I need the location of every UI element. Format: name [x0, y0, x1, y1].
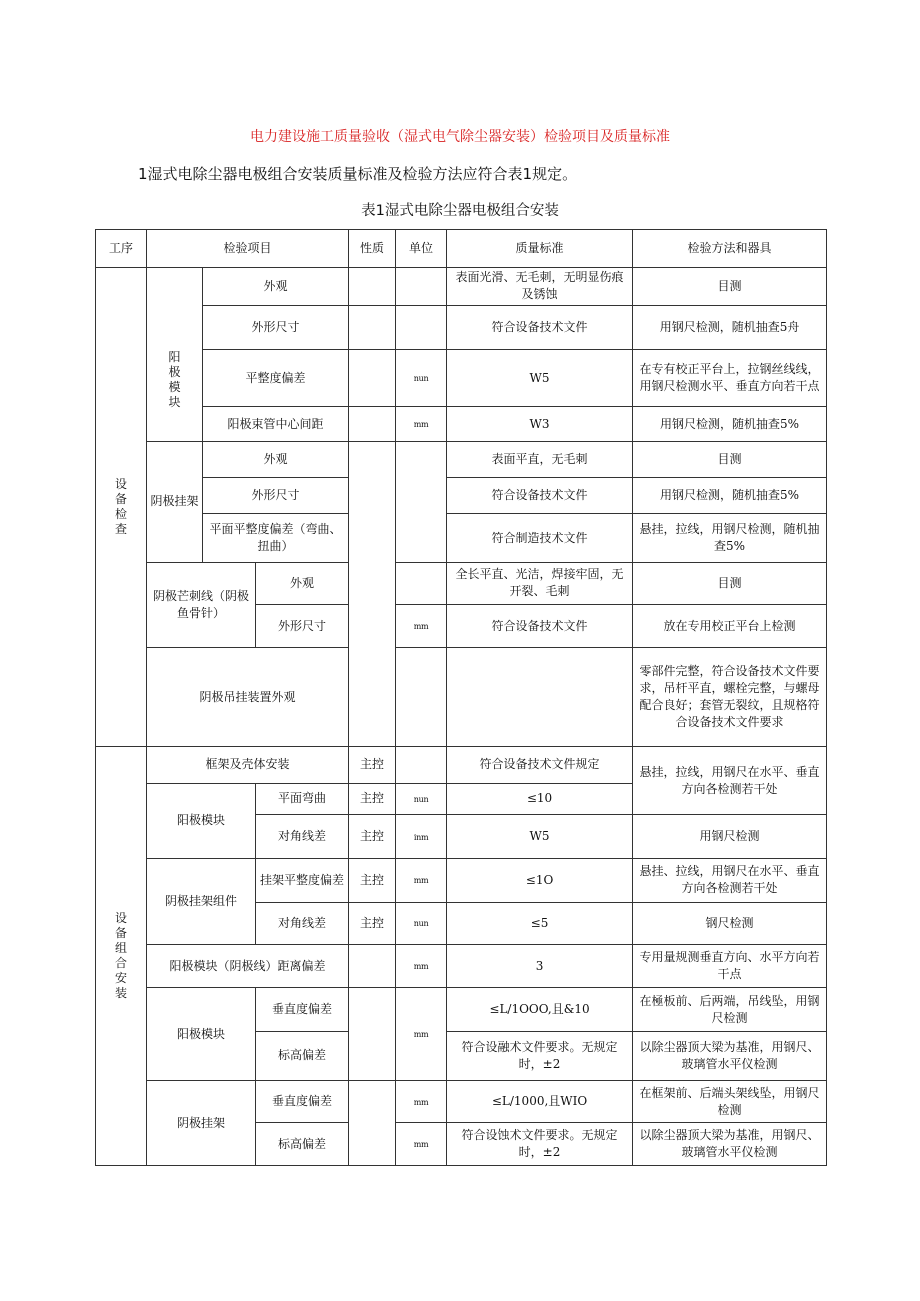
standard-cell: ≤L/1OOO,且&10 [447, 988, 633, 1031]
method-cell: 专用量规测垂直方向、水平方向若干点 [633, 944, 827, 987]
item-cell: 阳极束管中心间距 [203, 407, 349, 441]
method-cell: 以除尘器顶大梁为基准，用钢尺、玻璃管水平仪检测 [633, 1123, 827, 1166]
item-cell: 对角线差 [256, 902, 349, 944]
item-cell: 平面弯曲 [256, 783, 349, 814]
unit-cell: mm [396, 605, 447, 648]
method-cell: 悬挂，拉线，用钢尺在水平、垂直方向各检测若干处 [633, 747, 827, 815]
standard-cell: 3 [447, 944, 633, 987]
document-title: 电力建设施工质量验收（湿式电气除尘器安装）检验项目及质量标准 [250, 129, 670, 145]
method-cell: 放在专用校正平台上检测 [633, 605, 827, 648]
intro-paragraph: 1湿式电除尘器电极组合安装质量标准及检验方法应符合表1规定。 [138, 165, 578, 183]
item-cell: 标高偏差 [256, 1031, 349, 1080]
unit-cell [396, 441, 447, 562]
item-cell: 框架及壳体安装 [147, 747, 349, 783]
item-cell: 对角线差 [256, 814, 349, 858]
unit-cell: nun [396, 350, 447, 407]
unit-cell: mm [396, 859, 447, 902]
standard-cell: W3 [447, 407, 633, 441]
table-row [96, 407, 827, 441]
unit-cell [396, 562, 447, 604]
group-cell-cathode-assembly: 阴极挂架组件 [147, 859, 256, 945]
item-cell: 平面平整度偏差（弯曲、扭曲） [203, 514, 349, 562]
nature-cell [349, 988, 396, 1081]
method-cell: 以除尘器顶大梁为基准，用钢尺、玻璃管水平仪检测 [633, 1031, 827, 1080]
nature-cell: 主控 [349, 783, 396, 814]
item-cell: 挂架平整度偏差 [256, 859, 349, 902]
method-cell: 钢尺检测 [633, 902, 827, 944]
standard-cell: 符合设备技术文件规定 [447, 747, 633, 783]
header-nature: 性质 [349, 230, 396, 268]
method-cell: 用钢尺检测 [633, 814, 827, 858]
standard-cell: 符合设备技术文件 [447, 305, 633, 349]
method-cell: 用钢尺检测，随机抽查5% [633, 478, 827, 514]
item-cell: 外形尺寸 [203, 478, 349, 514]
group-cell-barbed-wire: 阴极芒刺线（阴极鱼骨针） [147, 562, 256, 648]
unit-cell: mm [396, 407, 447, 441]
unit-cell: mm [396, 944, 447, 987]
standard-cell: 零部件完整，符合设备技术文件要求，吊杆平直，螺栓完整，与螺母配合良好；套管无裂纹，且规格符合设备技术文件要求 [633, 648, 827, 747]
standard-cell: 符合设备技术文件 [447, 605, 633, 648]
table-row [96, 562, 827, 604]
nature-cell [349, 268, 396, 305]
item-cell: 标高偏差 [256, 1123, 349, 1166]
item-cell: 外观 [203, 268, 349, 305]
nature-cell: 主控 [349, 902, 396, 944]
table-row [96, 441, 827, 477]
table-row [96, 350, 827, 407]
standard-cell: ≤L/1000,且WIO [447, 1081, 633, 1123]
nature-cell [349, 407, 396, 441]
method-cell: 目测 [633, 562, 827, 604]
nature-cell: 主控 [349, 747, 396, 783]
unit-cell: inm [396, 814, 447, 858]
method-cell: 在专有校正平台上，拉钢丝线线，用钢尺检测水平、垂直方向若干点 [633, 350, 827, 407]
method-cell: 用钢尺检测，随机抽查5舟 [633, 305, 827, 349]
unit-cell: nun [396, 783, 447, 814]
group-cell-cathode-frame: 阴极挂架 [147, 441, 203, 562]
item-cell: 垂直度偏差 [256, 1081, 349, 1123]
unit-cell: nun [396, 902, 447, 944]
method-cell: 目测 [633, 441, 827, 477]
standard-cell: ≤5 [447, 902, 633, 944]
table-row [96, 944, 827, 987]
nature-cell [349, 441, 396, 747]
method-cell: 目测 [633, 268, 827, 305]
table-row [96, 514, 827, 562]
nature-cell [349, 305, 396, 349]
table-row [96, 648, 827, 747]
item-cell: 外观 [256, 562, 349, 604]
nature-cell [349, 944, 396, 987]
group-cell-cathode-frame-2: 阴极挂架 [147, 1081, 256, 1166]
item-cell: 外形尺寸 [256, 605, 349, 648]
standard-cell: ≤10 [447, 783, 633, 814]
standard-cell: 符合制造技术文件 [447, 514, 633, 562]
table-row [96, 268, 827, 305]
inspection-table [95, 229, 827, 1166]
table-row [96, 747, 827, 783]
unit-cell [396, 268, 447, 305]
unit-cell [447, 648, 633, 747]
table-row [96, 988, 827, 1031]
item-cell: 阴极吊挂装置外观 [147, 648, 349, 747]
standard-cell: ≤1O [447, 859, 633, 902]
header-standard: 质量标准 [447, 230, 633, 268]
unit-cell: mm [396, 1081, 447, 1123]
nature-cell [349, 1081, 396, 1166]
item-cell: 外形尺寸 [203, 305, 349, 349]
table-row [96, 305, 827, 349]
standard-cell: W5 [447, 350, 633, 407]
table-row [96, 859, 827, 902]
unit-cell: mm [396, 1123, 447, 1166]
item-cell: 阳极模块（阴极线）距离偏差 [147, 944, 349, 987]
header-unit: 单位 [396, 230, 447, 268]
standard-cell: W5 [447, 814, 633, 858]
method-cell: 在極板前、后两端，吊线坠，用钢尺检测 [633, 988, 827, 1031]
standard-cell: 符合设融术文件要求。无规定时，±2 [447, 1031, 633, 1080]
unit-cell [396, 305, 447, 349]
method-cell: 在框架前、后端头架线坠，用钢尺检测 [633, 1081, 827, 1123]
standard-cell: 表面平直，无毛刺 [447, 441, 633, 477]
standard-cell: 全长平直、光洁，焊接牢固，无开裂、毛刺 [447, 562, 633, 604]
method-cell: 用钢尺检测，随机抽查5% [633, 407, 827, 441]
standard-cell: 符合设蚀术文件要求。无规定时，±2 [447, 1123, 633, 1166]
header-process: 工序 [96, 230, 147, 268]
header-method: 检验方法和器具 [633, 230, 827, 268]
item-cell: 垂直度偏差 [256, 988, 349, 1031]
process-cell-equipment-assembly: 设备组合安装 [96, 747, 147, 1166]
header-item: 检验项目 [147, 230, 349, 268]
unit-cell: mm [396, 988, 447, 1081]
process-cell-equipment-check: 设备检查 [96, 268, 147, 747]
nature-cell [349, 350, 396, 407]
nature-cell: 主控 [349, 814, 396, 858]
table-row [96, 478, 827, 514]
group-cell-anode-module: 阳极模块 [147, 783, 256, 859]
method-cell: 悬挂，拉线，用钢尺检测，随机抽查5% [633, 514, 827, 562]
method-cell: 悬挂、拉线，用钢尺在水平、垂直方向各检测若干处 [633, 859, 827, 902]
unit-cell [396, 747, 447, 783]
nature-cell [396, 648, 447, 747]
group-cell-anode-module-2: 阳极模块 [147, 988, 256, 1081]
item-cell: 外观 [203, 441, 349, 477]
table-header-row [96, 230, 827, 268]
group-cell-anode-module: 阳极模块 [147, 268, 203, 441]
table-row [96, 1081, 827, 1123]
standard-cell: 表面光滑、无毛刺，无明显伤痕及锈蚀 [447, 268, 633, 305]
standard-cell: 符合设备技术文件 [447, 478, 633, 514]
table-caption: 表1湿式电除尘器电极组合安装 [361, 203, 559, 219]
nature-cell: 主控 [349, 859, 396, 902]
item-cell: 平整度偏差 [203, 350, 349, 407]
